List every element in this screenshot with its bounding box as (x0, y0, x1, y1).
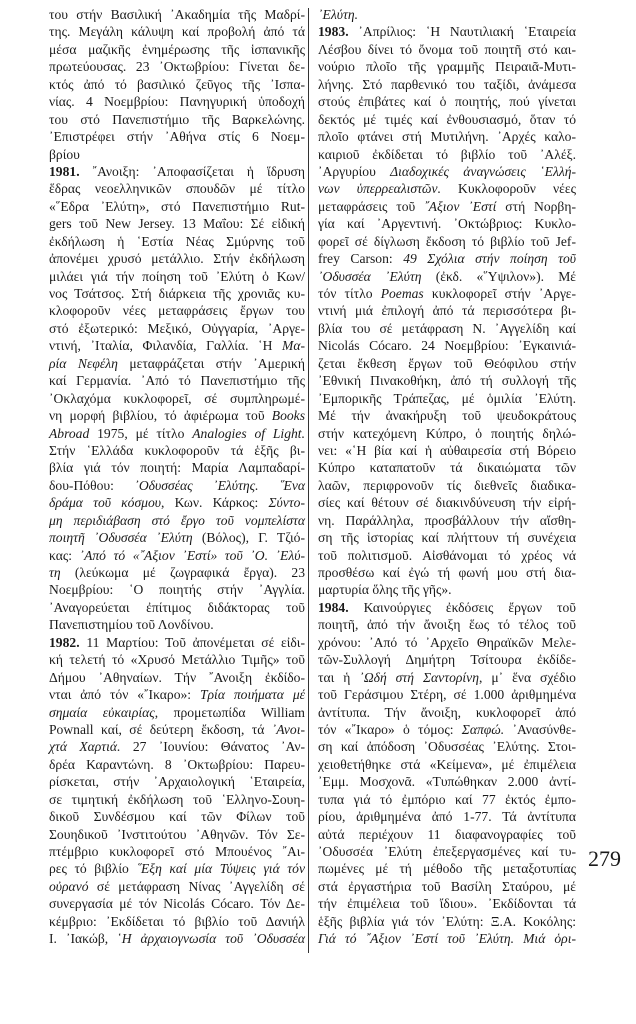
text-line (318, 268, 576, 285)
text-line (318, 477, 576, 494)
text-segment: καιριοῦ ἐκδίδεται τό βιβλίο τοῦ ᾿Αλέξ. (318, 146, 576, 162)
text-line (49, 180, 305, 197)
text-segment: νει: «῾Η βία καί ἡ αὐθαιρεσία στή Βόρειο (318, 442, 576, 458)
text-segment: καί Γερμανία. ᾿Από τό Πανεπιστήμιο τῆς (49, 373, 305, 389)
text-segment: ἑξῆς βιβλία γιά τόν ᾿Ελύτη: Ξ.Α. Κοκόλης: (318, 913, 576, 929)
text-segment: τῶν-Συλλογή Δημήτρη Τσίτουρα ἐκδίδε- (318, 652, 576, 668)
text-line (49, 390, 305, 407)
text-line (318, 878, 576, 895)
text-segment: τόν τίτλο (318, 286, 381, 301)
text-segment: δρέα Καραντώνη. 8 ᾿Οκτωβρίου: Παρευ- (49, 756, 305, 772)
year-heading: 1982. (49, 634, 80, 650)
italic-title: νων ὑπερρεαλιστῶν. (318, 181, 441, 197)
text-segment: ποιητῆ, ἀπό τήν ἄνοιξη ἕως τό τέλος τοῦ (318, 617, 576, 633)
italic-title: Abroad (49, 425, 90, 441)
text-segment: νη. Παράλληλα, προσβάλλουν τήν αἴσθη- (318, 512, 576, 528)
text-line (49, 756, 305, 773)
text-segment: πωμένες μέ τή μέθοδο τῆς μεταξοτυπίας (318, 861, 576, 877)
italic-title: χτά Χαρτιά. (49, 739, 121, 755)
text-line (49, 704, 305, 721)
text-segment: Πανεπιστημίου τοῦ Λονδίνου. (49, 617, 214, 633)
text-line (49, 302, 305, 319)
text-line (318, 529, 576, 546)
text-line (318, 494, 576, 511)
text-line (49, 651, 305, 668)
text-segment: μεταφράζεται στήν ᾿Αμερική (117, 355, 305, 371)
text-line (318, 128, 576, 145)
text-segment: ᾿Ανασύνθε- (504, 721, 576, 737)
text-segment: κας: (49, 547, 80, 563)
text-segment: μέσα μαζικῆς ἐνημέρωσης τῆς ἱσπανικῆς (49, 41, 305, 57)
text-line (318, 773, 576, 790)
italic-title: δράμα τοῦ κόσμου (49, 495, 162, 511)
text-segment: δικοῦ Συνδέσμου καί τῶν Φίλων τοῦ (49, 809, 305, 825)
text-line (49, 128, 305, 145)
text-segment: ᾿Εμμ. Μοσχονᾶ. «Τυπώθηκαν 2.000 ἀντί- (318, 774, 576, 790)
text-line (318, 512, 576, 529)
italic-title: ῾Η ἀρχαιογνωσία τοῦ ᾿Οδυσσέα (117, 931, 305, 947)
text-segment: ᾿Αναγορεύεται ἐπίτιμος διδάκτορας τοῦ (49, 599, 305, 615)
text-segment: Ι. ᾿Ιακώβ, (49, 931, 118, 947)
text-segment: κή τελετή τό «Χρυσό Μετάλλιο Τιμῆς» τοῦ (49, 652, 305, 668)
text-segment: δεκτός μέ τιμές καί ἐνθουσιασμό, ὅταν τό (318, 111, 576, 127)
italic-title: ῞Εξη καί μία Τύψεις γιά τόν (136, 861, 305, 877)
text-line (49, 843, 305, 860)
text-line (49, 163, 305, 180)
text-line (318, 843, 576, 860)
text-line (318, 215, 576, 232)
text-line (49, 808, 305, 825)
text-segment: κέμβριο: ᾿Εκδίδεται τό βιβλίο τοῦ Δανιήλ (49, 913, 305, 929)
text-segment: λήνης. Στό παρθενικό του ταξίδι, ἀνάμεσα (318, 76, 576, 92)
text-line (49, 407, 305, 424)
text-segment: του στό Πανεπιστήμιο τῆς Βαρκελώνης. (49, 111, 305, 127)
text-line (318, 250, 576, 267)
text-line (318, 564, 576, 581)
text-segment: βλία γιά τόν ποιητή: Μαρία Λαμπαδαρί- (49, 460, 305, 476)
text-segment: κλοφοροῦν νέες μεταφράσεις ἔργων του (49, 303, 305, 319)
text-line (318, 651, 576, 668)
text-line (49, 23, 305, 40)
page-number: 279 (588, 846, 621, 871)
column-divider (308, 8, 309, 953)
text-segment: μαρτυρία ὅλης τῆς γῆς». (318, 582, 452, 598)
text-line (49, 477, 305, 494)
italic-title: Τρία ποιήματα μέ (199, 687, 305, 703)
text-line (49, 826, 305, 843)
text-line (318, 442, 576, 459)
text-segment: Κυκλοφοροῦν νέες (440, 181, 576, 197)
text-segment: τοῦ Γεράσιμου Στέρη, σέ 1.000 ἀριθμημένα (318, 687, 576, 703)
text-segment: μεταφράσεις τοῦ (318, 198, 425, 214)
text-line (318, 41, 576, 58)
text-line (49, 773, 305, 790)
text-line (49, 791, 305, 808)
text-segment: στήν κατεχόμενη Κύπρο, ὁ ποιητής δηλώ- (318, 425, 576, 441)
text-segment: ση καί ἀπόδοση ᾿Οδυσσέας ᾿Ελύτης. Στοι- (318, 739, 576, 755)
text-segment: προσθέσω καί ἐγώ τή φωνή μου στή δια- (318, 565, 576, 580)
text-line (49, 738, 305, 755)
text-segment: ᾿Απρίλιος: ῾Η Ναυτιλιακή ῾Εταιρεία (348, 24, 576, 40)
text-line (49, 581, 305, 598)
italic-title: σημαία εὐκαιρίας (49, 704, 155, 720)
text-line (49, 215, 305, 232)
text-segment: νίας. 4 Νοεμβρίου: Πανηγυρική ὑποδοχή (49, 94, 305, 110)
text-line (318, 355, 576, 372)
text-line (49, 686, 305, 703)
italic-title: οὐρανό (49, 878, 89, 894)
text-segment: ᾿Οκλαχόμα κυκλοφορεῖ, σέ συμπληρωμέ- (49, 390, 305, 406)
text-line (49, 721, 305, 738)
text-line (49, 233, 305, 250)
italic-title: Σαπφώ. (461, 721, 505, 737)
text-line (318, 163, 576, 180)
text-line (318, 913, 576, 930)
text-line (318, 860, 576, 877)
text-line (49, 442, 305, 459)
text-line (49, 285, 305, 302)
text-line (318, 198, 576, 215)
text-line (318, 337, 576, 354)
text-segment: του στήν Βασιλική ᾿Ακαδημία τῆς Μαδρί- (49, 7, 305, 22)
text-line (49, 494, 305, 511)
text-segment: ᾿Οδυσσέα ᾿Ελύτη ἐπεξεργασμένες καί τυ- (318, 844, 576, 859)
text-line (49, 669, 305, 686)
text-segment: ρίσκεται, στήν ᾿Αρχαιολογική ῾Εταιρεία, (49, 774, 305, 790)
italic-title: ᾿Από τό «῎Αξιον ᾿Εστί» τοῦ ᾿Ο. ᾿Ελύ- (79, 547, 305, 563)
text-line (318, 23, 576, 40)
text-line (49, 76, 305, 93)
text-line (318, 390, 576, 407)
text-segment: , Κων. Κάρκος: (161, 495, 269, 511)
year-heading: 1981. (49, 163, 80, 179)
text-segment: gers τοῦ New Jersey. 13 Μαΐου: Σέ εἰδική (49, 216, 305, 232)
text-line (318, 704, 576, 721)
text-segment: 1975, μέ τίτλο (89, 425, 193, 441)
text-segment: ντινή μιά ἐπιλογή ἀπό τά περισσότερα βι- (318, 303, 576, 319)
text-line (318, 669, 576, 686)
text-segment: νος Τσάτσος. Στή διάρκεια τῆς χρονιᾶς κυ- (49, 286, 305, 301)
text-segment: ἀντίτυπα. Τήν ἄνοιξη, κυκλοφορεῖ ἀπό (318, 704, 576, 720)
text-line (318, 581, 576, 598)
text-segment: ρες τό βιβλίο (49, 861, 137, 877)
text-line (318, 634, 576, 651)
text-segment: Καινούργιες ἐκδόσεις ἔργων τοῦ (348, 599, 576, 615)
text-segment: , μ᾿ ἕνα σχέδιο (478, 669, 576, 685)
text-line (49, 512, 305, 529)
text-segment: σίες καί θέτουν σέ διακινδύνευση τήν εἰρή- (318, 495, 576, 511)
text-line (49, 337, 305, 354)
text-line (318, 302, 576, 319)
text-segment: κυκλοφορεῖ στήν ᾿Αργε- (423, 286, 576, 301)
text-line (49, 878, 305, 895)
text-line (318, 547, 576, 564)
year-heading: 1984. (318, 599, 349, 615)
text-line (318, 738, 576, 755)
text-line (318, 459, 576, 476)
text-line (49, 268, 305, 285)
text-line (318, 686, 576, 703)
text-segment: στούς ἐπιβάτες καί ὁ ποιητής, πού γίνεται (318, 94, 576, 110)
text-line (49, 41, 305, 58)
text-segment: χρόνου: ᾿Από τό ᾿Αρχεῖο Θηραϊκῶν Μελε- (318, 634, 576, 650)
italic-title: Διαδοχικές ἀναγνώσεις ῾Ελλή- (390, 163, 576, 179)
text-line (49, 895, 305, 912)
text-segment: ᾿Εθνική Πινακοθήκη, ἀπό τή συλλογή τῆς (318, 373, 576, 389)
text-segment: 11 Μαρτίου: Τοῦ ἀπονέμεται σέ εἰδι- (79, 634, 305, 650)
text-line (318, 233, 576, 250)
text-line (318, 930, 576, 947)
text-segment: ᾿Αργυρίου (318, 163, 391, 179)
text-line (318, 599, 576, 616)
italic-title: Poemas (380, 286, 424, 301)
text-segment: τοῦ πολιτισμοῦ. Αἰσθάνομαι τό χρέος νά (318, 547, 576, 563)
text-line (49, 599, 305, 616)
text-segment: , προμετωπίδα William (154, 704, 306, 720)
text-segment: πλοῖο φτάνει στή Μυτιλήνη. ᾿Αρχές καλο- (318, 129, 576, 145)
text-segment: (ἐκδ. «῞Υψιλον»). Μέ (421, 268, 576, 284)
text-line (49, 93, 305, 110)
text-segment: πρωτεύουσας. 23 ᾿Οκτωβρίου: Γίνεται δε- (49, 59, 305, 75)
text-line (318, 895, 576, 912)
text-line (318, 721, 576, 738)
text-line (318, 756, 576, 773)
text-segment: Στήν ῾Ελλάδα κυκλοφοροῦν τά ἑξῆς βι- (49, 442, 305, 458)
text-segment: ᾿Εμπορικῆς Τράπεζας, μέ ὁμιλία ᾿Ελύτη. (318, 390, 576, 406)
text-segment: στά ἐργαστήρια τοῦ Βασίλη Σταύρου, μέ (318, 878, 576, 894)
text-line (318, 93, 576, 110)
italic-title: ᾿Ωδή στή Σαντορίνη (359, 669, 479, 685)
text-segment: στή Νορβη- (496, 198, 576, 214)
italic-title: Μα- (282, 338, 305, 354)
text-line (318, 425, 576, 442)
year-heading: 1983. (318, 24, 349, 40)
text-line (49, 198, 305, 215)
text-line (49, 250, 305, 267)
text-segment: ται ἡ (318, 669, 360, 685)
text-line (318, 407, 576, 424)
text-segment: ζεται ἔκθεση ἔργων τοῦ Θεόφιλου στήν (318, 355, 576, 371)
text-segment: τόν «῎Ικαρο» ὁ τόμος: (318, 721, 462, 737)
text-segment: βρίου (49, 146, 80, 162)
text-segment: ἀπονέμει χρυσό μετάλλιο. Στήν ἐκδήλωση (49, 251, 305, 267)
text-segment: Μέ τήν ἀνακήρυξη τοῦ ψευδοκράτους (318, 408, 576, 424)
text-segment: Νοεμβρίου: ῾Ο ποιητής στήν ᾿Αγγλία. (49, 582, 305, 598)
italic-title: ᾿Ελύτη. (318, 7, 358, 22)
text-segment: Σουηδικοῦ ᾿Ινστιτούτου ᾿Αθηνῶν. Τόν Σε- (49, 826, 305, 842)
text-segment: Nicolás Cócaro. 24 Νοεμβρίου: ᾿Εγκαινιά- (318, 338, 576, 354)
italic-title: ῎Αξιον ᾿Εστί (424, 198, 497, 214)
text-line (49, 459, 305, 476)
text-line (49, 547, 305, 564)
text-line (318, 320, 576, 337)
italic-title: τη (49, 565, 61, 580)
text-segment: αὐτά περιέχουν 11 διαφανογραφίες τοῦ (318, 826, 576, 842)
italic-title: ᾿Οδυσσέα ᾿Ελύτη (318, 268, 422, 284)
text-segment: χειοθετήθηκε στά «Κείμενα», μέ ἐπιμέλεια (318, 756, 576, 772)
text-segment: φορεῖ σέ δίγλωση ἔκδοση τό βιβλίο τοῦ Jef- (318, 233, 576, 249)
text-segment: ἕδρας νεοελληνικῶν σπουδῶν μέ τίτλο (49, 181, 305, 197)
text-line (318, 76, 576, 93)
text-segment: ἐκδήλωση ἡ ῾Εστία Νέας Σμύρνης τοῦ (49, 233, 305, 249)
text-segment: στό ἐξωτερικό: Μεξικό, Οὑγγαρία, ᾿Αργε- (49, 320, 305, 336)
text-segment: (Βόλος), Γ. Τζιό- (192, 530, 305, 546)
italic-title: ᾿Οδυσσέας ᾿Ελύτης. ῞Ενα (134, 477, 305, 493)
text-segment: νούριο πλοῖο τῆς γραμμῆς Πειραιᾶ-Μυτι- (318, 59, 576, 75)
text-line (49, 372, 305, 389)
text-segment: Λέσβου δίνει τό ὄνομα τοῦ ποιητῆ στό και- (318, 41, 576, 57)
text-segment: πτέμβριο κυκλοφορεῖ στό Μπουένος ῎Αι- (49, 844, 305, 859)
italic-title: ποιητῆ ᾿Οδυσσέα ᾿Ελύτη (49, 530, 193, 546)
text-segment: ση τῆς ἱστορίας καί πλήττουν τή συνέχεια (318, 530, 576, 546)
text-segment: δου-Πόθου: (49, 477, 135, 493)
text-line (49, 6, 305, 23)
text-line (318, 616, 576, 633)
text-line (49, 913, 305, 930)
italic-title: Γιά τό ῎Αξιον ᾿Εστί τοῦ ᾿Ελύτη. Μιά ὁρι- (318, 931, 576, 947)
text-segment: ντινή, ᾿Ιταλία, Φιλανδία, Γαλλία. ῾Η (49, 338, 282, 354)
text-line (318, 808, 576, 825)
text-segment: κτός ἀπό τό βασιλικό ζεῦγος τῆς ᾿Ισπα- (49, 76, 305, 92)
text-line (49, 58, 305, 75)
text-line (318, 6, 576, 23)
italic-title: Books (271, 408, 305, 424)
text-segment: τυπα γιά τό ἐμπόριο καί 77 ἐκτός ἐμπο- (318, 791, 576, 807)
right-column (318, 6, 576, 948)
italic-title: 49 Σχόλια στήν ποίηση τοῦ (403, 251, 576, 267)
text-segment: Κύπρο καταπατοῦν τά δικαιώματα τῶν (318, 460, 576, 476)
italic-title: μη περιδιάβαση στό ἔργο τοῦ νομπελίστα (49, 512, 305, 528)
text-segment: λαῶν, περιφρονοῦν τίς διεθνεῖς διαδικα- (318, 477, 576, 493)
text-line (49, 425, 305, 442)
text-segment: βλία του σέ μετάφραση Ν. ᾿Αγγελίδη καί (318, 320, 576, 336)
text-line (49, 146, 305, 163)
text-line (318, 285, 576, 302)
text-segment: «῞Εδρα ᾿Ελύτη», στό Πανεπιστήμιο Rut- (49, 198, 305, 214)
italic-title: ρία Νεφέλη (49, 355, 118, 371)
text-line (49, 111, 305, 128)
text-line (49, 529, 305, 546)
text-segment: γία καί ᾿Αργεντινή. ᾿Οκτώβριος: Κυκλο- (318, 216, 576, 232)
text-line (318, 791, 576, 808)
text-line (49, 320, 305, 337)
text-segment: μιλάει γιά τήν ποίηση τοῦ ᾿Ελύτη ὁ Κων/ (49, 268, 305, 284)
text-segment: σε τιμητική ἐκδήλωση τοῦ ῾Ελληνο-Σουη- (49, 791, 305, 807)
italic-title: ᾿Ανοι- (271, 721, 305, 737)
text-segment: (λεύκωμα μέ ζωγραφικά ἔργα). 23 (60, 565, 305, 580)
text-line (49, 930, 305, 947)
text-line (318, 111, 576, 128)
text-line (49, 355, 305, 372)
text-segment: νται ἀπό τόν «῎Ικαρο»: (49, 687, 200, 703)
text-segment: νη μορφή βιβλίου, τό ἀφιέρωμα τοῦ (49, 408, 272, 424)
text-segment: ῎Ανοιξη: ᾿Αποφασίζεται ἡ ἵδρυση (79, 163, 305, 179)
text-line (49, 860, 305, 877)
left-column (49, 6, 305, 948)
text-segment: της. Μεγάλη κάλυψη καί προβολή ἀπό τά (49, 24, 305, 40)
text-segment: τήν ἐπιμέλεια τοῦ ἴδιου». ᾿Εκδίδονται τά (318, 896, 576, 912)
text-line (49, 616, 305, 633)
text-line (318, 180, 576, 197)
text-line (318, 372, 576, 389)
text-line (49, 634, 305, 651)
text-segment: συνεργασία μέ τόν Nicolás Cócaro. Τόν Δε- (49, 896, 305, 912)
text-segment: frey Carson: (318, 251, 404, 267)
italic-title: Analogies of Light. (192, 425, 305, 441)
text-segment: σέ μετάφραση Νίνας ᾿Αγγελίδη σέ (88, 878, 305, 894)
text-segment: 27 ᾿Ιουνίου: Θάνατος ᾿Αν- (120, 739, 305, 755)
text-segment: Pownall καί, σέ δεύτερη ἔκδοση, τά (49, 721, 272, 737)
text-line (318, 146, 576, 163)
text-line (318, 826, 576, 843)
text-segment: Δήμου ᾿Αθηναίων. Τήν ῎Ανοιξη ἐκδίδο- (49, 669, 305, 685)
italic-title: Σύντο- (268, 495, 305, 511)
text-segment: ρίου, ἀριθμημένα ἀπό 1-77. Τά ἀντίτυπα (318, 809, 576, 825)
text-line (49, 564, 305, 581)
text-line (318, 58, 576, 75)
text-segment: ᾿Επιστρέφει στήν ᾿Αθήνα στίς 6 Νοεμ- (49, 129, 305, 145)
